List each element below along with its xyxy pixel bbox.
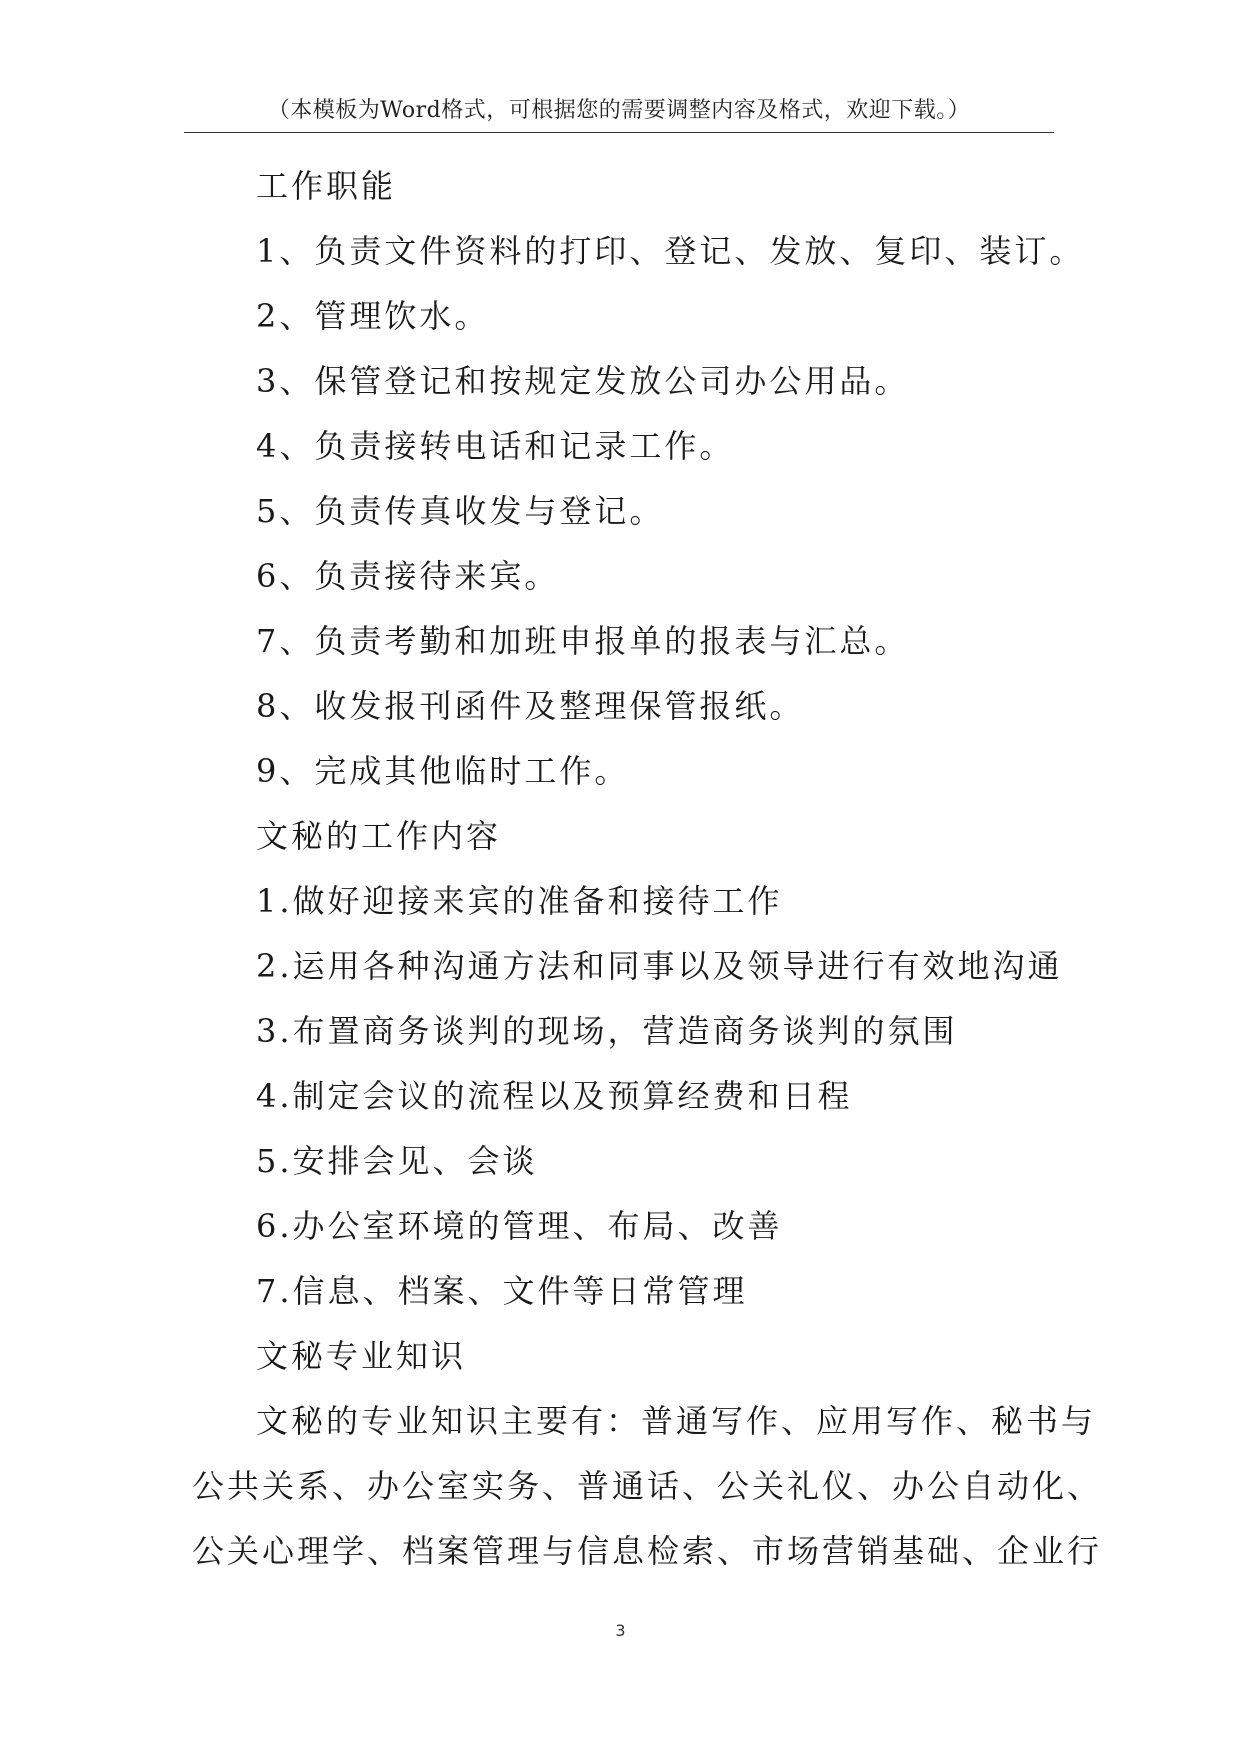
list-item: 6.办公室环境的管理、布局、改善 bbox=[256, 1207, 783, 1245]
list-item: 3.布置商务谈判的现场，营造商务谈判的氛围 bbox=[256, 1012, 958, 1050]
paragraph-line: 公关心理学、档案管理与信息检索、市场营销基础、企业行 bbox=[192, 1532, 1103, 1570]
list-item: 1、负责文件资料的打印、登记、发放、复印、装订。 bbox=[256, 232, 1085, 270]
list-item: 7.信息、档案、文件等日常管理 bbox=[256, 1272, 748, 1310]
paragraph-line: 公共关系、办公室实务、普通话、公关礼仪、办公自动化、 bbox=[192, 1467, 1103, 1505]
list-item: 7、负责考勤和加班申报单的报表与汇总。 bbox=[256, 622, 910, 660]
section-heading-professional-knowledge: 文秘专业知识 bbox=[256, 1337, 467, 1375]
list-item: 6、负责接待来宾。 bbox=[256, 557, 560, 595]
section-heading-job-functions: 工作职能 bbox=[256, 167, 397, 205]
list-item: 2、管理饮水。 bbox=[256, 297, 490, 335]
paragraph-line: 文秘的专业知识主要有：普通写作、应用写作、秘书与 bbox=[256, 1402, 1097, 1440]
list-item: 9、完成其他临时工作。 bbox=[256, 752, 630, 790]
list-item: 5.安排会见、会谈 bbox=[256, 1142, 538, 1180]
template-note-header bbox=[184, 96, 1054, 133]
template-note: （本模板为Word格式，可根据您的需要调整内容及格式，欢迎下载。） bbox=[267, 98, 971, 123]
list-item: 1.做好迎接来宾的准备和接待工作 bbox=[256, 882, 783, 920]
list-item: 5、负责传真收发与登记。 bbox=[256, 492, 665, 530]
document-body bbox=[192, 154, 1103, 1584]
list-item: 4、负责接转电话和记录工作。 bbox=[256, 427, 735, 465]
list-item: 3、保管登记和按规定发放公司办公用品。 bbox=[256, 362, 910, 400]
list-item: 2.运用各种沟通方法和同事以及领导进行有效地沟通 bbox=[256, 947, 1063, 985]
section-heading-work-content: 文秘的工作内容 bbox=[256, 817, 502, 855]
list-item: 8、收发报刊函件及整理保管报纸。 bbox=[256, 687, 805, 725]
page-number: 3 bbox=[615, 1621, 626, 1640]
list-item: 4.制定会议的流程以及预算经费和日程 bbox=[256, 1077, 853, 1115]
